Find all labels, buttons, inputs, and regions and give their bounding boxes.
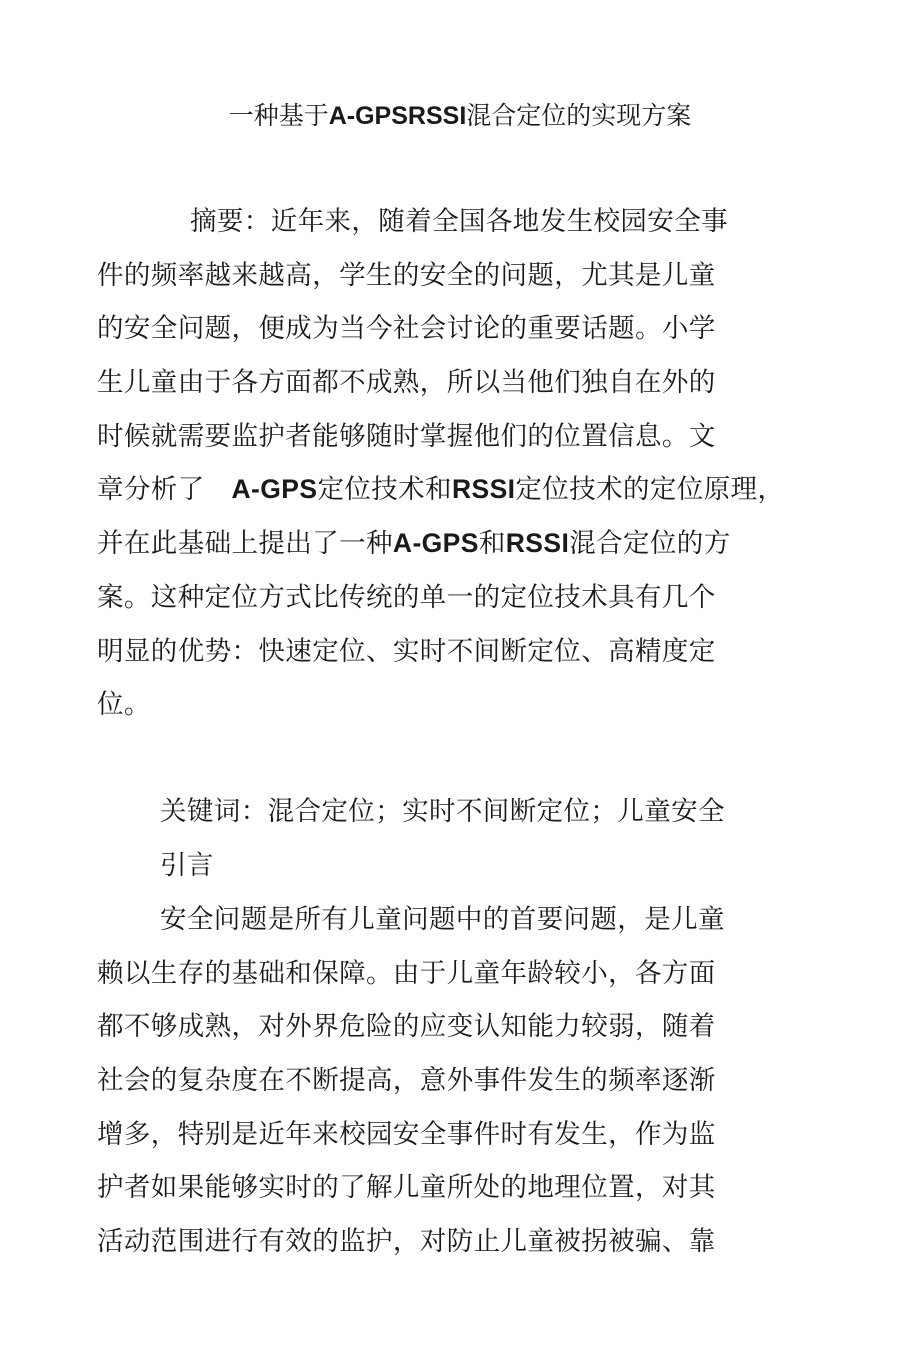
- intro-line: 安全问题是所有儿童问题中的首要问题，是儿童: [160, 904, 725, 935]
- abstract-line: 件的频率越来越高，学生的安全的问题，尤其是儿童: [97, 259, 716, 291]
- title-text-post: 混合定位的实现方案: [466, 101, 692, 130]
- intro-line: 社会的复杂度在不断提高，意外事件发生的频率逐渐: [97, 1065, 716, 1097]
- keywords-section: [97, 785, 797, 892]
- intro-line: 都不够成熟，对外界危险的应变认知能力较弱，随着: [97, 1011, 716, 1043]
- abstract-term-rssi: RSSI: [505, 528, 570, 559]
- document-title: [0, 96, 920, 136]
- abstract-text: 定位技术和: [317, 474, 452, 506]
- abstract-line: [97, 463, 797, 517]
- abstract-text: 并在此基础上提出了一种: [97, 528, 393, 560]
- abstract-line: 案。这种定位方式比传统的单一的定位技术具有几个: [97, 581, 716, 613]
- abstract-line: 摘要：近年来，随着全国各地发生校园安全事: [190, 206, 728, 237]
- intro-heading: 引言: [160, 849, 214, 881]
- abstract-term-agps: A-GPS: [392, 528, 479, 559]
- title-text-bold: A-GPSRSSI: [328, 102, 467, 130]
- keywords-line: 关键词：混合定位；实时不间断定位；儿童安全: [160, 796, 725, 827]
- abstract-term-rssi: RSSI: [451, 474, 516, 505]
- abstract-text: 章分析了: [97, 474, 205, 506]
- intro-line: 护者如果能够实时的了解儿童所处的地理位置，对其: [97, 1172, 716, 1204]
- abstract-line: 明显的优势：快速定位、实时不间断定位、高精度定: [97, 635, 716, 667]
- intro-line: 活动范围进行有效的监护，对防止儿童被拐被骗、靠: [97, 1226, 716, 1258]
- abstract-text: 和: [478, 528, 506, 560]
- abstract-line: 生儿童由于各方面都不成熟，所以当他们独自在外的: [97, 367, 716, 399]
- abstract-line: [97, 517, 797, 571]
- abstract-line: 位。: [97, 689, 151, 721]
- abstract-paragraph: [97, 195, 797, 732]
- abstract-line: 时候就需要监护者能够随时掌握他们的位置信息。文: [97, 420, 716, 452]
- abstract-text: 定位技术的定位原理，: [515, 474, 785, 506]
- intro-line: 增多，特别是近年来校园安全事件时有发生，作为监: [97, 1118, 716, 1150]
- abstract-term-agps: A-GPS: [231, 474, 318, 505]
- intro-line: 赖以生存的基础和保障。由于儿童年龄较小，各方面: [97, 957, 716, 989]
- intro-paragraph: [97, 893, 797, 1269]
- abstract-text: 混合定位的方: [569, 528, 731, 560]
- title-text-pre: 一种基于: [228, 101, 329, 130]
- abstract-line: 的安全问题，便成为当今社会讨论的重要话题。小学: [97, 313, 716, 345]
